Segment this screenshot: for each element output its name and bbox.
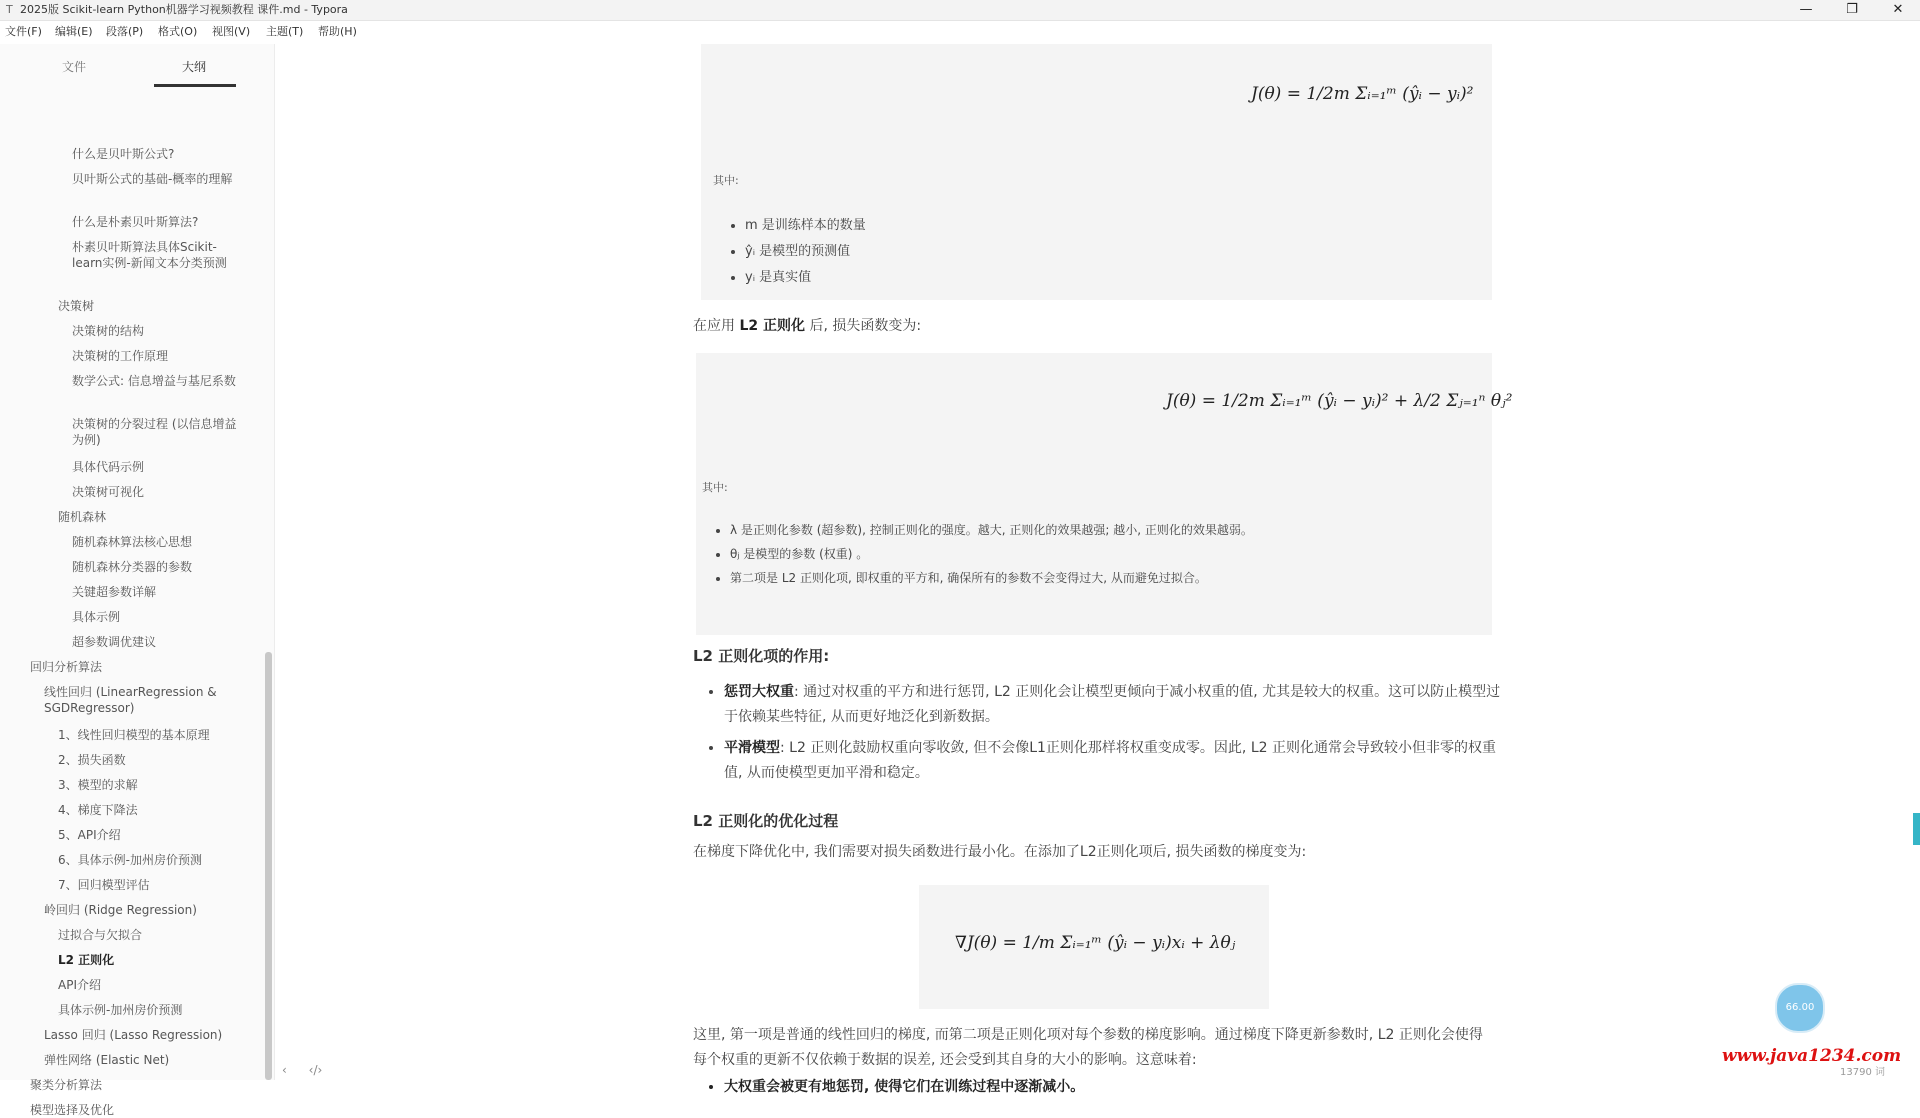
close-button[interactable]: ✕ xyxy=(1892,2,1904,17)
window-title: 2025版 Scikit-learn Python机器学习视频教程 课件.md - Typora xyxy=(20,3,348,16)
formula-l2-loss: J(θ) = 1/2m Σᵢ₌₁ᵐ (ŷᵢ − yᵢ)² + λ/2 Σⱼ₌₁ⁿ θⱼ² xyxy=(1166,391,1513,411)
section-heading: L2 正则化的优化过程 xyxy=(693,812,839,830)
bold-span: L2 正则化 xyxy=(739,318,805,334)
text-span: 后, 损失函数变为: xyxy=(809,318,922,334)
outline-item[interactable]: 随机森林 xyxy=(58,510,107,524)
l2-definitions xyxy=(712,521,1480,593)
outline-item[interactable]: 弹性网络 (Elastic Net) xyxy=(44,1053,170,1067)
outline-item[interactable]: 线性回归 (LinearRegression & SGDRegressor) xyxy=(44,685,217,715)
typora-app-icon: T xyxy=(6,3,13,16)
outline-item[interactable]: 模型选择及优化 xyxy=(30,1103,115,1117)
outline-item[interactable]: 具体示例 xyxy=(72,610,121,624)
list-item: • λ 是正则化参数 (超参数), 控制正则化的强度。越大, 正则化的效果越强; 越小, 正则化的效果越弱。 xyxy=(730,521,1480,538)
math-block-loss xyxy=(701,44,1492,300)
outline-item[interactable]: 什么是贝叶斯公式? xyxy=(72,147,175,161)
restore-button[interactable]: ❐ xyxy=(1846,2,1858,17)
outline-item[interactable]: 岭回归 (Ridge Regression) xyxy=(44,903,197,917)
math-block-l2-loss xyxy=(696,353,1513,635)
outline-item[interactable]: 关键超参数详解 xyxy=(72,585,157,599)
outline-item[interactable]: 决策树的分裂过程 (以信息增益为例) xyxy=(72,417,237,447)
formula-gradient: ∇J(θ) = 1/m Σᵢ₌₁ᵐ (ŷᵢ − yᵢ)xᵢ + λθⱼ xyxy=(955,933,1236,953)
menu-theme[interactable]: 主题(T) xyxy=(266,25,304,38)
gradient-intro-paragraph: 在梯度下降优化中, 我们需要对损失函数进行最小化。在添加了L2正则化项后, 损失函数的梯度变为: xyxy=(693,844,1307,860)
bold-span: 平滑模型 xyxy=(724,740,780,756)
menu-help[interactable]: 帮助(H) xyxy=(318,25,357,38)
list-item: • 第二项是 L2 正则化项, 即权重的平方和, 确保所有的参数不会变得过大, 从而避免过拟合。 xyxy=(730,569,1480,586)
outline-item[interactable]: 随机森林分类器的参数 xyxy=(72,560,193,574)
bold-span: 惩罚大权重 xyxy=(724,684,794,700)
outline-item[interactable]: 6、具体示例-加州房价预测 xyxy=(58,853,202,867)
tab-files[interactable]: 文件 xyxy=(62,60,87,74)
section-heading: L2 正则化项的作用: xyxy=(693,647,830,665)
outline-item[interactable]: 决策树 xyxy=(58,299,95,313)
menu-paragraph[interactable]: 段落(P) xyxy=(106,25,144,38)
outline-item[interactable]: 3、模型的求解 xyxy=(58,778,138,792)
outline-item[interactable]: API介绍 xyxy=(58,978,101,992)
watermark: www.java1234.com xyxy=(1722,1046,1902,1066)
where-label: 其中: xyxy=(713,174,739,187)
outline-item[interactable]: 5、API介绍 xyxy=(58,828,121,842)
menu-view[interactable]: 视图(V) xyxy=(212,25,251,38)
text-span: : L2 正则化鼓励权重向零收敛, 但不会像L1正则化那样将权重变成零。因此, L2 正则化通常会导致较小但非零的权重值, 从而使模型更加平滑和稳定。 xyxy=(724,740,1496,781)
outline-item[interactable]: 贝叶斯公式的基础-概率的理解 xyxy=(72,172,233,186)
collapse-sidebar-icon[interactable]: ‹ xyxy=(282,1063,287,1077)
list-item: • θⱼ 是模型的参数 (权重) 。 xyxy=(730,545,1480,562)
menu-file[interactable]: 文件(F) xyxy=(5,25,42,38)
outline-item[interactable]: 回归分析算法 xyxy=(30,660,103,674)
gradient-effects-list xyxy=(706,1076,1514,1103)
outline-item[interactable]: 朴素贝叶斯算法具体Scikit-learn实例-新闻文本分类预测 xyxy=(72,240,227,270)
formula-loss: J(θ) = 1/2m Σᵢ₌₁ᵐ (ŷᵢ − yᵢ)² xyxy=(1251,84,1474,104)
loss-definitions xyxy=(727,214,866,292)
list-item: • 大权重会被更有地惩罚, 使得它们在训练过程中逐渐减小。 xyxy=(724,1076,1514,1096)
outline-item[interactable]: Lasso 回归 (Lasso Regression) xyxy=(44,1028,223,1042)
floating-assistant-button[interactable]: 66.00 xyxy=(1775,983,1825,1033)
tab-outline[interactable]: 大纲 xyxy=(182,60,207,74)
outline-item[interactable]: 过拟合与欠拟合 xyxy=(58,928,143,942)
outline-item[interactable]: 决策树的结构 xyxy=(72,324,145,338)
outline-item[interactable]: 具体示例-加州房价预测 xyxy=(58,1003,183,1017)
word-count[interactable]: 13790 词 xyxy=(1840,1067,1885,1078)
menu-edit[interactable]: 编辑(E) xyxy=(55,25,93,38)
list-item: • m 是训练样本的数量 xyxy=(745,214,866,233)
title-bar xyxy=(0,0,1920,21)
outline-item[interactable]: 随机森林算法核心思想 xyxy=(72,535,193,549)
list-item: • yᵢ 是真实值 xyxy=(745,266,866,285)
outline-item-active[interactable]: L2 正则化 xyxy=(58,953,115,967)
outline-item[interactable]: 7、回归模型评估 xyxy=(58,878,150,892)
math-block-gradient xyxy=(919,885,1269,1009)
where-label: 其中: xyxy=(702,481,728,494)
menu-bar xyxy=(0,21,1920,43)
outline-item[interactable]: 数学公式: 信息增益与基尼系数 xyxy=(72,374,236,388)
outline-item[interactable]: 什么是朴素贝叶斯算法? xyxy=(72,215,199,229)
text-span: : 通过对权重的平方和进行惩罚, L2 正则化会让模型更倾向于减小权重的值, 尤其是较大的权重。这可以防止模型过于依赖某些特征, 从而更好地泛化到新数据。 xyxy=(724,684,1501,725)
menu-format[interactable]: 格式(O) xyxy=(158,25,198,38)
l2-effects-list xyxy=(706,680,1514,793)
outline-item[interactable]: 决策树可视化 xyxy=(72,485,145,499)
outline-item[interactable]: 1、线性回归模型的基本原理 xyxy=(58,728,210,742)
list-item: • ŷᵢ 是模型的预测值 xyxy=(745,240,866,259)
outline-item[interactable]: 2、损失函数 xyxy=(58,753,126,767)
source-mode-icon[interactable]: ‹/› xyxy=(308,1063,323,1077)
outline-item[interactable]: 4、梯度下降法 xyxy=(58,803,138,817)
l2-intro-paragraph xyxy=(693,314,921,339)
minimize-button[interactable]: — xyxy=(1799,2,1813,17)
list-item xyxy=(724,736,1514,786)
list-item xyxy=(724,680,1514,730)
outline-item[interactable]: 超参数调优建议 xyxy=(72,635,157,649)
outline-item[interactable]: 聚类分析算法 xyxy=(30,1078,103,1092)
text-span: 在应用 xyxy=(693,318,735,334)
scroll-marker xyxy=(1913,813,1920,845)
outline-item[interactable]: 具体代码示例 xyxy=(72,460,145,474)
gradient-explain-paragraph: 这里, 第一项是普通的线性回归的梯度, 而第二项是正则化项对每个参数的梯度影响。通过梯度下降更新参数时, L2 正则化会使得每个权重的更新不仅依赖于数据的误差, 还会受到其自身的大小的影响。这意味着: xyxy=(693,1027,1483,1068)
outline-item[interactable]: 决策树的工作原理 xyxy=(72,349,169,363)
